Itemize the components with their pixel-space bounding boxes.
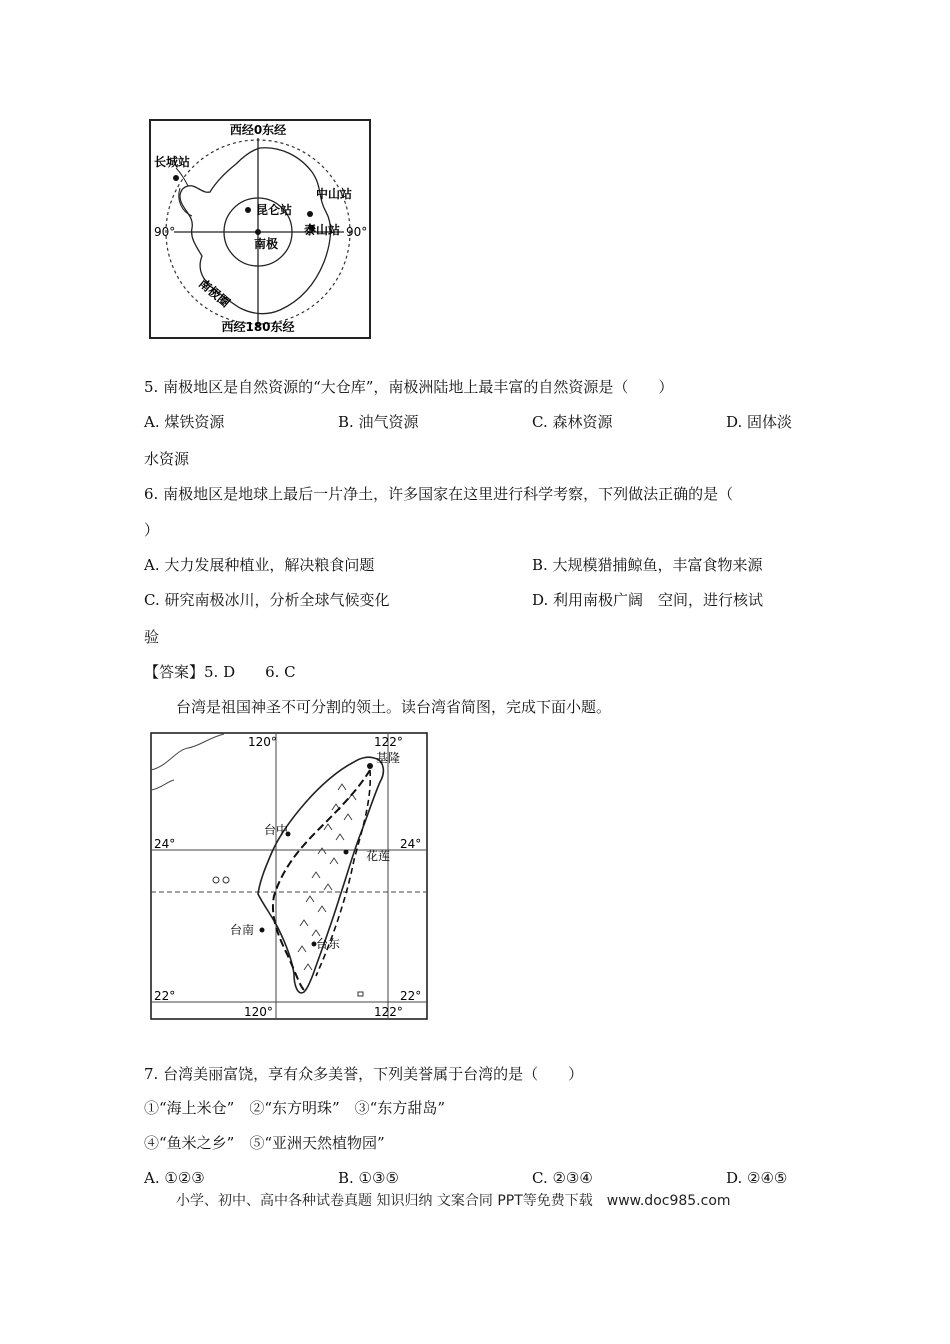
question-5-option-wrap: 水资源	[144, 450, 190, 468]
antarctic-circle-label: 南极圈	[196, 276, 233, 310]
question-6-option-b: B. 大规模猎捕鲸鱼，丰富食物来源	[532, 556, 763, 574]
question-7-option-d: D. ②④⑤	[726, 1169, 788, 1187]
question-6-stem-wrap: ）	[144, 521, 160, 539]
question-6-option-a: A. 大力发展种植业，解决粮食问题	[144, 556, 375, 574]
hualian-label: 花莲	[366, 849, 391, 863]
lat-22-right-label: 22°	[400, 989, 422, 1003]
question-7-option-a: A. ①②③	[144, 1169, 205, 1187]
antarctica-right-degree: 90°	[346, 225, 368, 239]
jilong-label: 基隆	[376, 751, 401, 765]
taiwan-intro: 台湾是祖国神圣不可分割的领土。读台湾省简图，完成下面小题。	[176, 698, 612, 716]
page-footer: 小学、初中、高中各种试卷真题 知识归纳 文案合同 PPT等免费下载 www.doc985.com	[176, 1193, 731, 1209]
antarctica-left-degree: 90°	[154, 225, 176, 239]
question-5-option-a: A. 煤铁资源	[144, 413, 225, 431]
question-7-choices-row-1: ①“海上米仓” ②“东方明珠” ③“东方甜岛”	[144, 1099, 446, 1117]
question-5-option-d: D. 固体淡	[726, 413, 793, 431]
lon-122-top-label: 122°	[374, 735, 403, 749]
taiwan-map	[148, 730, 430, 1022]
question-7-stem: 7. 台湾美丽富饶，享有众多美誉，下列美誉属于台湾的是（ ）	[144, 1065, 584, 1083]
question-5-option-c: C. 森林资源	[532, 413, 613, 431]
taizhong-label: 台中	[264, 823, 289, 837]
kunlun-station-label: 昆仑站	[256, 203, 293, 217]
question-6-option-c: C. 研究南极冰川，分析全球气候变化	[144, 591, 390, 609]
antarctica-map-svg	[140, 116, 374, 342]
lat-24-right-label: 24°	[400, 837, 422, 851]
question-5-option-b: B. 油气资源	[338, 413, 419, 431]
antarctica-top-label: 西经0东经	[229, 123, 287, 137]
antarctica-map	[140, 116, 374, 342]
question-7-choices-row-2: ④“鱼米之乡” ⑤“亚洲天然植物园”	[144, 1134, 385, 1152]
lat-24-left-label: 24°	[154, 837, 176, 851]
question-7-option-b: B. ①③⑤	[338, 1169, 399, 1187]
question-7-option-c: C. ②③④	[532, 1169, 593, 1187]
lon-120-bottom-label: 120°	[244, 1005, 273, 1019]
question-6-option-wrap: 验	[144, 628, 160, 646]
question-5-stem: 5. 南极地区是自然资源的“大仓库”，南极洲陆地上最丰富的自然资源是（ ）	[144, 378, 674, 396]
question-6-stem: 6. 南极地区是地球上最后一片净土，许多国家在这里进行科学考察，下列做法正确的是（	[144, 485, 734, 503]
lat-22-left-label: 22°	[154, 989, 176, 1003]
zhongshan-station-label: 中山站	[316, 187, 353, 201]
lon-120-top-label: 120°	[248, 735, 277, 749]
south-pole-label: 南极	[254, 237, 279, 251]
taiwan-map-svg	[148, 730, 430, 1022]
changcheng-station-label: 长城站	[154, 155, 191, 169]
answer-line: 【答案】5. D 6. C	[144, 663, 296, 681]
taidong-label: 台东	[316, 937, 341, 951]
question-6-option-d: D. 利用南极广阔 空间，进行核试	[532, 591, 764, 609]
tainan-label: 台南	[230, 923, 255, 937]
lon-122-bottom-label: 122°	[374, 1005, 403, 1019]
antarctica-bottom-label: 西经180东经	[221, 320, 295, 334]
taishan-station-label: 泰山站	[304, 223, 341, 237]
